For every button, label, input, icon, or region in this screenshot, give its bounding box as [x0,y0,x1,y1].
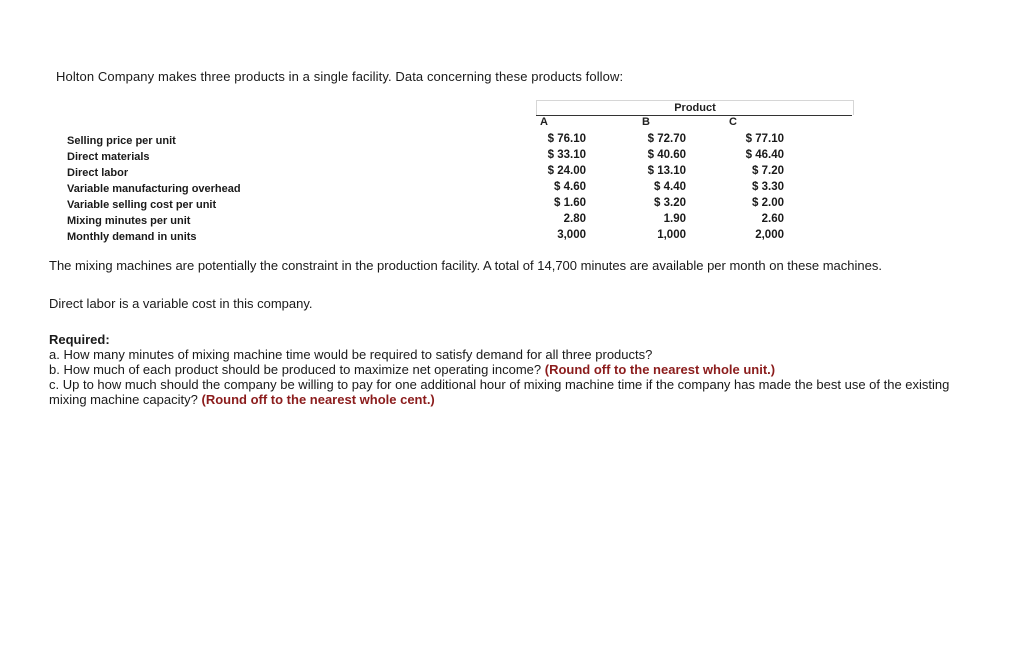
required-title: Required: [49,332,110,347]
row-label: Selling price per unit [67,135,176,147]
cell-a: $ 4.60 [554,181,586,193]
cell-b: $ 4.40 [654,181,686,193]
cell-b: $ 72.70 [647,133,686,145]
cell-c: 2.60 [761,213,784,225]
cell-a: 3,000 [557,229,586,241]
cell-a: $ 24.00 [547,165,586,177]
constraint-paragraph: The mixing machines are potentially the constraint in the production facility. A total of 14,700 minutes are available per month on these machines. [49,258,882,273]
cell-a: 2.80 [563,213,586,225]
question-a: a. How many minutes of mixing machine time would be required to satisfy demand for all three products? [49,347,653,362]
product-group-header: Product [674,102,716,114]
question-b-line [49,362,979,377]
cell-a: $ 33.10 [547,149,586,161]
cell-c: $ 3.30 [752,181,784,193]
cell-b: $ 40.60 [647,149,686,161]
cell-b: $ 13.10 [647,165,686,177]
required-section [49,332,979,407]
intro-text: Holton Company makes three products in a single facility. Data concerning these products follow: [56,69,624,84]
row-label: Monthly demand in units [67,231,197,243]
question-b: b. How much of each product should be produced to maximize net operating income? [49,362,542,377]
product-data-table [62,98,794,248]
row-label: Variable manufacturing overhead [67,183,241,195]
column-header-a: A [540,116,548,128]
cell-c: $ 2.00 [752,197,784,209]
cell-c: $ 7.20 [752,165,784,177]
column-header-c: C [729,116,737,128]
question-c-line [49,377,979,407]
cell-b: 1.90 [663,213,686,225]
cell-b: 1,000 [657,229,686,241]
cell-a: $ 1.60 [554,197,586,209]
row-label: Direct labor [67,167,129,179]
cell-b: $ 3.20 [654,197,686,209]
question-b-hint: (Round off to the nearest whole unit.) [544,362,776,377]
row-label: Direct materials [67,151,150,163]
row-label: Variable selling cost per unit [67,199,217,211]
column-header-b: B [642,116,650,128]
cell-c: 2,000 [755,229,784,241]
labor-note: Direct labor is a variable cost in this company. [49,296,313,311]
column-rule-a [536,115,642,116]
cell-c: $ 77.10 [745,133,784,145]
row-label: Mixing minutes per unit [67,215,191,227]
column-rule-c [752,115,852,116]
question-c-hint: (Round off to the nearest whole cent.) [201,392,435,407]
cell-c: $ 46.40 [745,149,784,161]
cell-a: $ 76.10 [547,133,586,145]
product-header-box [536,100,854,115]
question-c: c. Up to how much should the company be willing to pay for one additional hour of mixing machine time if the company has made the best use of the existing mixing machine capacity? [49,377,950,407]
